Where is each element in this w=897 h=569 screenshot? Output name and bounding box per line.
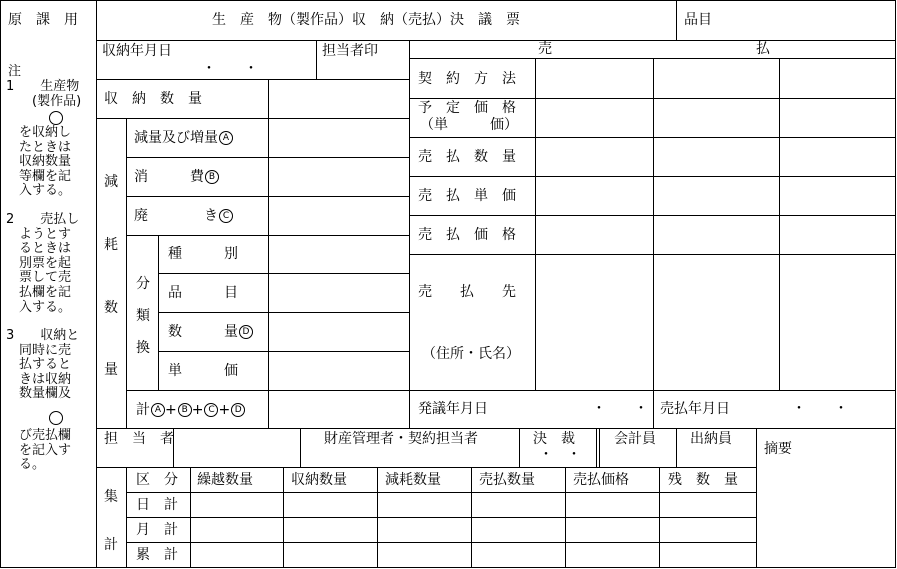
sale-unit-price-label: 売 払 単 価 [418, 188, 516, 204]
summary-header-sale-price: 売払価格 [573, 472, 629, 488]
sale-date-dots: ・ ・ [792, 401, 848, 417]
summary-side-char-1: 集 [104, 489, 118, 505]
person-seal-label: 担当者印 [322, 43, 378, 59]
class-group-char-2: 類 [136, 308, 150, 324]
class-group-char-1: 分 [136, 276, 150, 292]
planned-price-sub: （単 価） [420, 117, 518, 133]
summary-remarks-label: 摘要 [764, 441, 792, 457]
note-3-body: び売払欄 を記入す る。 [19, 428, 72, 473]
planned-price-label: 予 定 価 格 [418, 100, 516, 116]
mark-a: A [219, 131, 233, 145]
inc-dec-label: 減量及び増量 A [134, 130, 233, 146]
resolution-date-label: 発議年月日 [418, 401, 488, 417]
mark-b: B [205, 170, 219, 184]
kind-label: 種 別 [168, 246, 238, 262]
cashier-label: 出納員 [690, 431, 732, 447]
note-2: 2 売払し ようとす るときは 別票を起 票して売 払欄を記 入する。 [6, 212, 80, 315]
buyer-label: 売 払 先 [418, 284, 516, 300]
item-label: 品目 [684, 12, 712, 28]
loss-group-char-3: 数 [104, 300, 118, 316]
consumption-label: 消 費 B [134, 169, 219, 185]
mark-c: C [219, 209, 233, 223]
loss-group-char-2: 耗 [104, 237, 118, 253]
summary-header-carryover: 繰越数量 [197, 472, 253, 488]
loss-group-char-1: 減 [104, 174, 118, 190]
form-title: 生 産 物（製作品）収 納（売払）決 議 票 [212, 12, 520, 28]
contract-method-label: 契 約 方 法 [418, 71, 516, 87]
summary-header-remaining: 残 数 量 [668, 472, 738, 488]
sale-date-label: 売払年月日 [660, 401, 730, 417]
loss-group-char-4: 量 [104, 362, 118, 378]
summary-row-cumulative: 累 計 [136, 547, 178, 563]
note-1-head: 1 生産物 (製作品) [6, 79, 82, 109]
sale-header-2: 払 [756, 41, 770, 57]
sale-qty-label: 売 払 数 量 [418, 149, 516, 165]
decision-dots: ・ ・ [539, 447, 581, 463]
resolution-date-dots: ・ ・ [592, 401, 648, 417]
notes-heading: 注 [8, 64, 22, 79]
note-1-body: を収納し たときは 収納数量 等欄を記 入する。 [19, 125, 72, 199]
class-item-label: 品 目 [168, 285, 238, 301]
buyer-sub-label: （住所・氏名） [422, 346, 520, 362]
class-qty-label: 数 量 D [168, 324, 253, 340]
mark-d: D [239, 325, 253, 339]
summary-header-category: 区 分 [136, 472, 178, 488]
summary-side-char-2: 計 [104, 537, 118, 553]
summary-header-sale-qty: 売払数量 [479, 472, 535, 488]
receipt-date-label: 収納年月日 [102, 43, 172, 59]
receipt-date-dots: ・ ・ [202, 61, 258, 77]
class-unit-price-label: 単 価 [168, 363, 238, 379]
original-label: 原 課 用 [8, 12, 78, 28]
note-3-head: 3 収納と 同時に売 払すると きは収納 数量欄及 [6, 328, 80, 402]
note-3-circle [49, 410, 63, 429]
sale-header-1: 売 [538, 41, 552, 57]
decision-label: 決 裁 [533, 431, 575, 447]
total-formula: 計 A + B + C + D [136, 402, 245, 418]
summary-header-receipt: 収納数量 [291, 472, 347, 488]
approval-person-label: 担 当 者 [104, 431, 174, 447]
property-manager-label: 財産管理者・契約担当者 [324, 431, 478, 447]
summary-row-monthly: 月 計 [136, 522, 178, 538]
disposal-label: 廃 き C [134, 208, 233, 224]
summary-row-daily: 日 計 [136, 497, 178, 513]
accountant-label: 会計員 [614, 431, 656, 447]
sale-price-label: 売 払 価 格 [418, 227, 516, 243]
class-group-char-3: 換 [136, 340, 150, 356]
receipt-quantity-label: 収 納 数 量 [104, 91, 202, 107]
summary-header-loss: 減耗数量 [385, 472, 441, 488]
